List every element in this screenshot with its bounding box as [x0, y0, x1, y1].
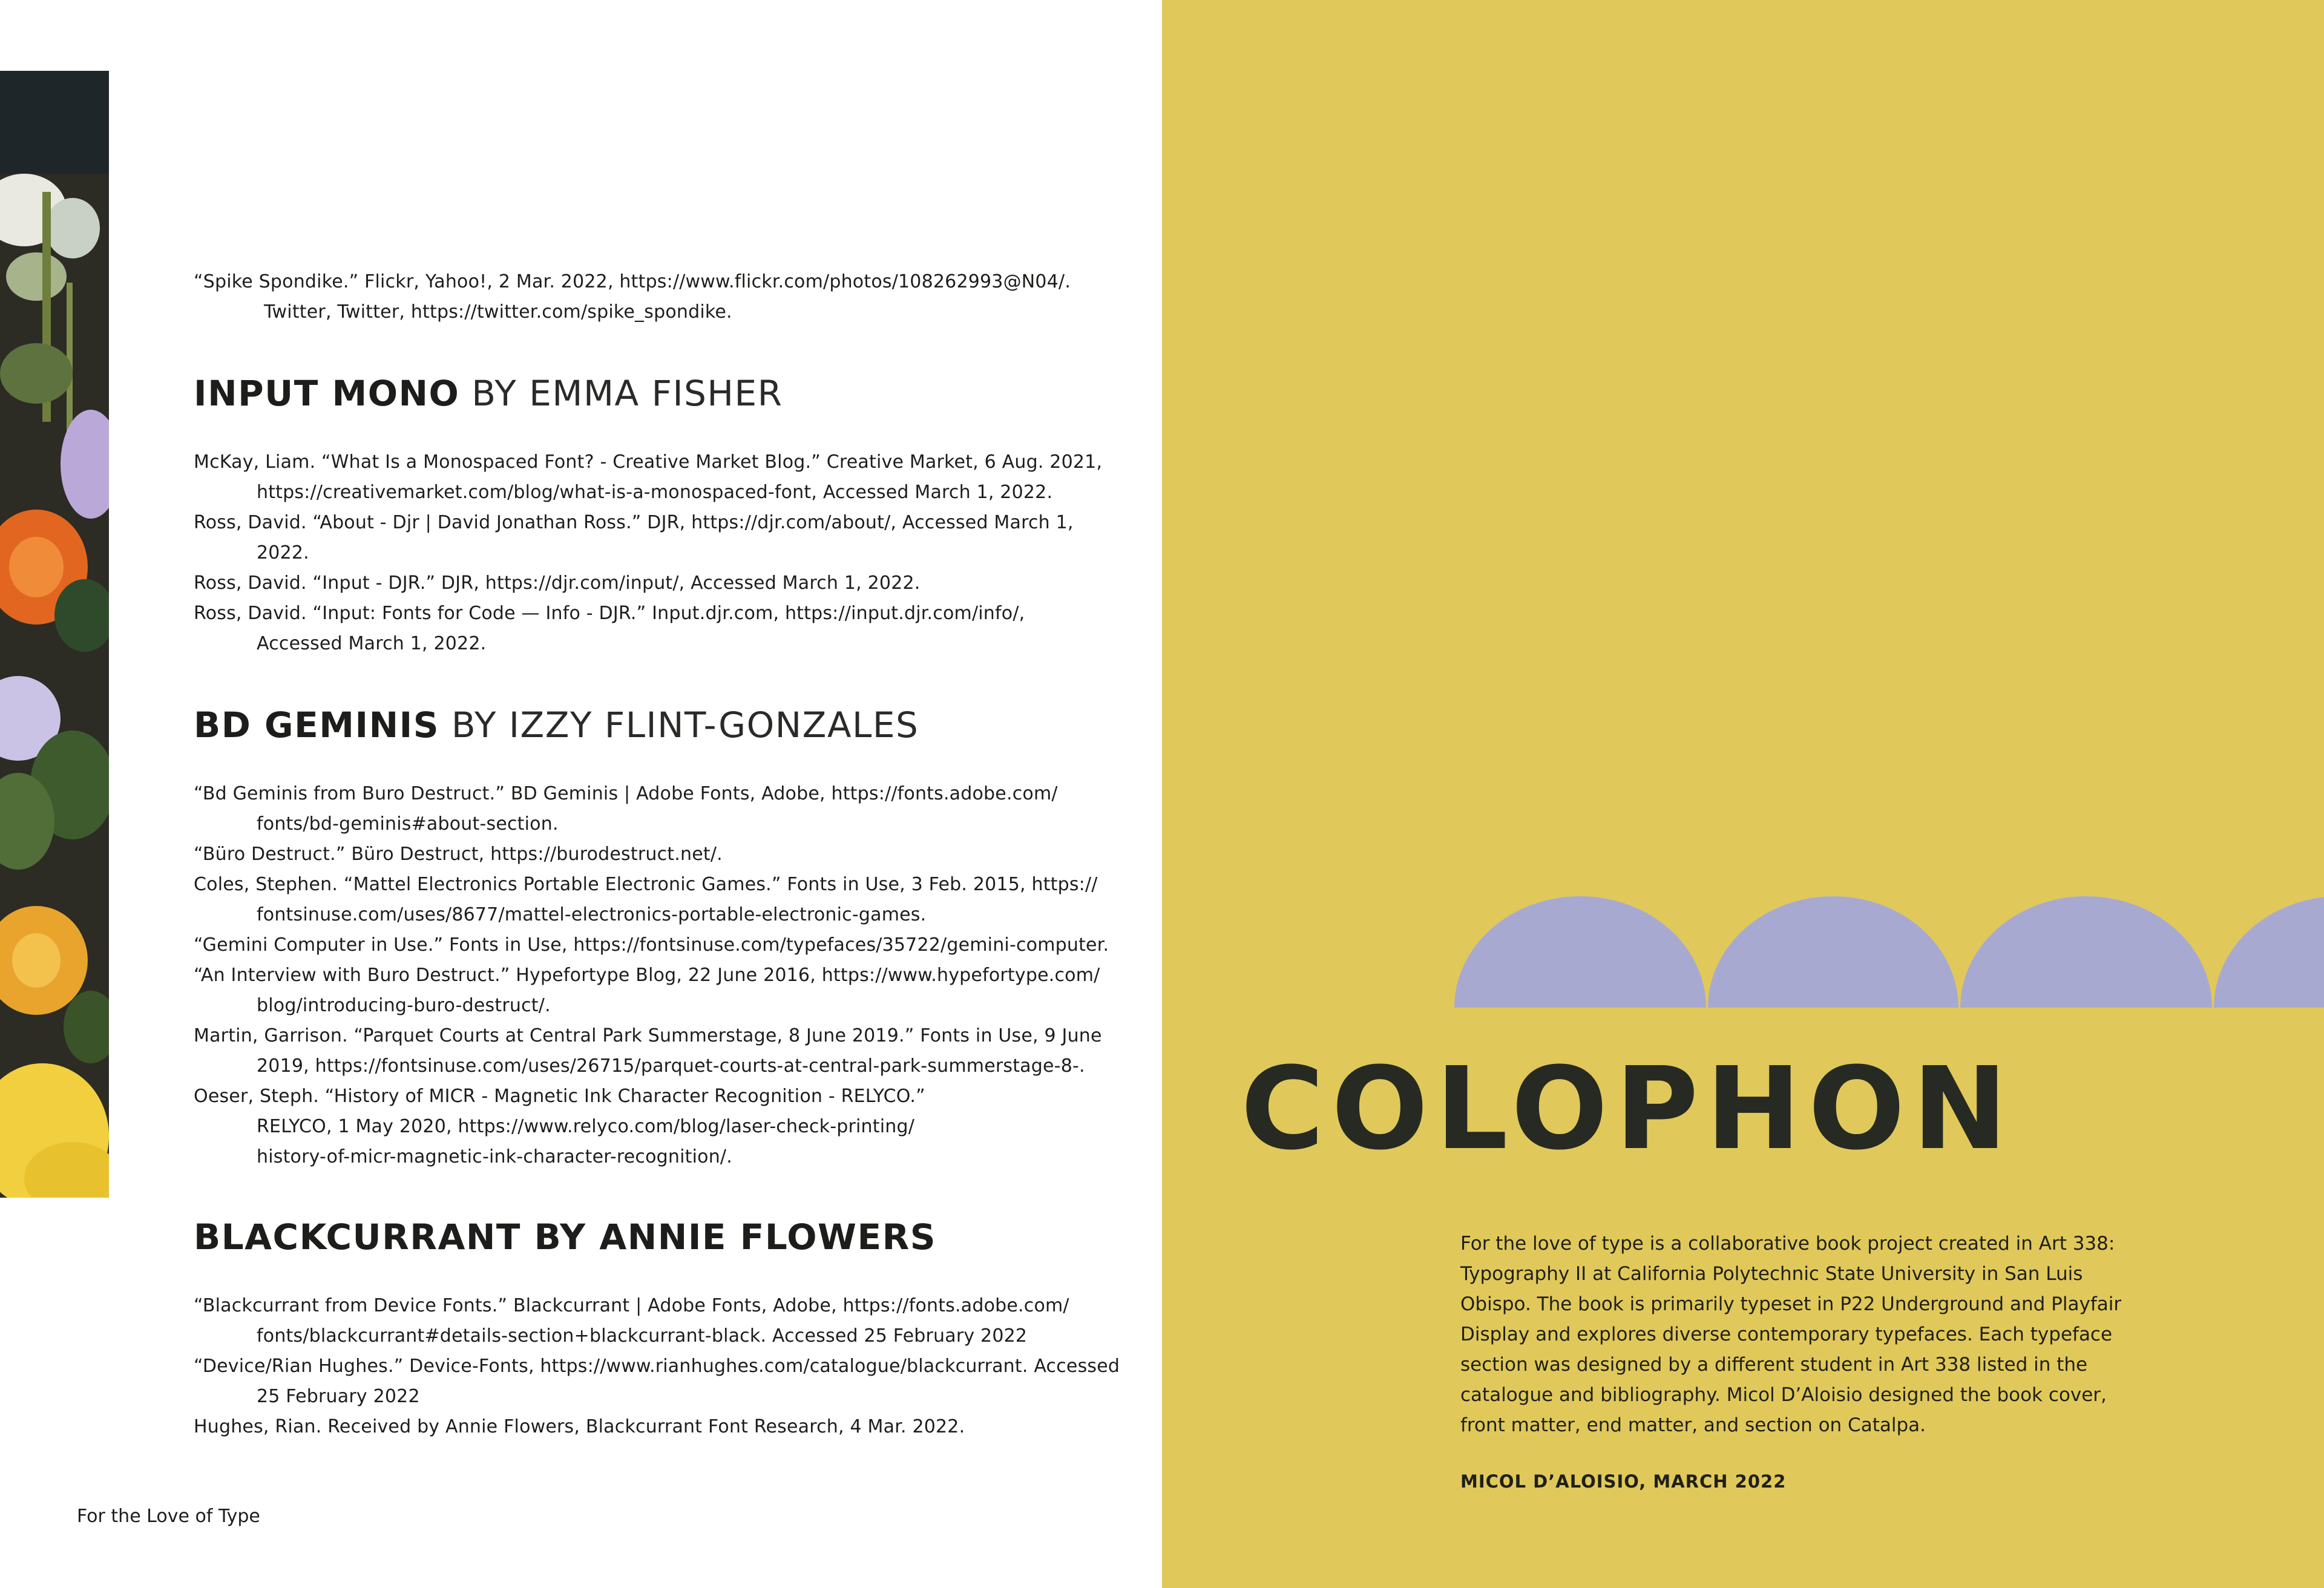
- section-title-bold: BLACKCURRANT BY ANNIE FLOWERS: [194, 1216, 937, 1258]
- citation-line: Oeser, Steph. “History of MICR - Magnetic Ink Character Recognition - RELYCO.”: [194, 1086, 925, 1107]
- citation-line: https://creativemarket.com/blog/what-is-a-monospaced-font, Accessed March 1, 2022.: [257, 482, 1053, 503]
- citation-line: 25 February 2022: [257, 1386, 420, 1407]
- arch-shape: [1454, 896, 1706, 1008]
- colophon-title: COLOPHON: [1241, 1043, 2015, 1175]
- right-page: [1162, 0, 2324, 1588]
- section-title-author: BY IZZY FLINT-GONZALES: [439, 704, 919, 746]
- section-title-author: BY EMMA FISHER: [459, 373, 783, 414]
- citation-line: fonts/bd-geminis#about-section.: [257, 813, 559, 835]
- citation-line: “Bd Geminis from Buro Destruct.” BD Geminis | Adobe Fonts, Adobe, https://fonts.adobe.com/: [194, 783, 1058, 804]
- colophon-body: [1460, 1229, 2156, 1440]
- citation-line: Ross, David. “Input: Fonts for Code — Info - DJR.” Input.djr.com, https://input.djr.com/info/,: [194, 603, 1025, 624]
- citation-line: 2019, https://fontsinuse.com/uses/26715/parquet-courts-at-central-park-summerstage-8-.: [257, 1055, 1085, 1077]
- section-title-bold: INPUT MONO: [194, 373, 460, 414]
- citation-line: history-of-micr-magnetic-ink-character-recognition/.: [257, 1146, 732, 1167]
- citation-line: 2022.: [257, 542, 309, 563]
- citation-line: RELYCO, 1 May 2020, https://www.relyco.com/blog/laser-check-printing/: [257, 1116, 915, 1137]
- citation-line: “Device/Rian Hughes.” Device-Fonts, https://www.rianhughes.com/catalogue/blackcurrant. Accessed: [194, 1356, 1120, 1377]
- running-footer: For the Love of Type: [77, 1506, 260, 1527]
- citation-line: Accessed March 1, 2022.: [257, 633, 487, 654]
- arch-shape: [1708, 896, 1958, 1008]
- citation-line: “Büro Destruct.” Büro Destruct, https://burodestruct.net/.: [194, 844, 723, 865]
- colophon-body-line: Obispo. The book is primarily typeset in P22 Underground and Playfair: [1460, 1293, 2122, 1315]
- colophon-signature: MICOL D’ALOISIO, MARCH 2022: [1460, 1471, 1787, 1492]
- colophon-body-line: front matter, end matter, and section on Catalpa.: [1460, 1414, 1926, 1436]
- arch-shape: [2214, 896, 2324, 1008]
- citation-line: “Spike Spondike.” Flickr, Yahoo!, 2 Mar. 2022, https://www.flickr.com/photos/108262993@N04/.: [194, 271, 1071, 292]
- section-title-bold: BD GEMINIS: [194, 704, 439, 746]
- citation-line: McKay, Liam. “What Is a Monospaced Font? - Creative Market Blog.” Creative Market, 6 Aug. 2021,: [194, 451, 1103, 473]
- citation-line: “Blackcurrant from Device Fonts.” Blackcurrant | Adobe Fonts, Adobe, https://fonts.adobe.com/: [194, 1295, 1069, 1316]
- citations-input-mono: [194, 447, 1114, 659]
- citation-line: Ross, David. “Input - DJR.” DJR, https://djr.com/input/, Accessed March 1, 2022.: [194, 573, 921, 594]
- colophon-body-line: catalogue and bibliography. Micol D’Aloisio designed the book cover,: [1460, 1384, 2107, 1406]
- section-heading-blackcurrant: [194, 1216, 936, 1258]
- colophon-body-line: For the love of type is a collaborative book project created in Art 338:: [1460, 1233, 2115, 1255]
- citation-line: Ross, David. “About - Djr | David Jonathan Ross.” DJR, https://djr.com/about/, Accessed March 1,: [194, 512, 1074, 533]
- section-heading-input-mono: [194, 372, 783, 415]
- intro-citation: [194, 267, 1114, 327]
- colophon-body-line: Typography II at California Polytechnic State University in San Luis: [1460, 1263, 2083, 1285]
- colophon-body-line: section was designed by a different student in Art 338 listed in the: [1460, 1354, 2088, 1376]
- citation-line: fontsinuse.com/uses/8677/mattel-electronics-portable-electronic-games.: [257, 904, 927, 925]
- citation-line: “An Interview with Buro Destruct.” Hypefortype Blog, 22 June 2016, https://www.hypefortype.com/: [194, 965, 1100, 986]
- citation-line: Martin, Garrison. “Parquet Courts at Central Park Summerstage, 8 June 2019.” Fonts in Use, 9 June: [194, 1025, 1102, 1046]
- flower-photo-art: [0, 71, 109, 1198]
- citation-line: blog/introducing-buro-destruct/.: [257, 995, 551, 1016]
- citation-line: “Gemini Computer in Use.” Fonts in Use, https://fontsinuse.com/typefaces/35722/gemini-computer.: [194, 934, 1109, 956]
- citation-line: Twitter, Twitter, https://twitter.com/spike_spondike.: [264, 301, 732, 323]
- colophon-body-line: Display and explores diverse contemporary typefaces. Each typeface: [1460, 1324, 2113, 1345]
- citation-line: fonts/blackcurrant#details-section+blackcurrant-black. Accessed 25 February 2022: [257, 1325, 1028, 1347]
- flower-photo-image: [0, 71, 109, 1198]
- citations-blackcurrant: [194, 1291, 1120, 1442]
- citation-line: Hughes, Rian. Received by Annie Flowers, Blackcurrant Font Research, 4 Mar. 2022.: [194, 1416, 965, 1437]
- decorative-arches: [1162, 890, 2324, 1011]
- citation-line: Coles, Stephen. “Mattel Electronics Portable Electronic Games.” Fonts in Use, 3 Feb. 2015, https://: [194, 874, 1098, 895]
- arch-shape: [1960, 896, 2212, 1008]
- section-heading-bd-geminis: [194, 704, 919, 746]
- citations-bd-geminis: [194, 779, 1114, 1172]
